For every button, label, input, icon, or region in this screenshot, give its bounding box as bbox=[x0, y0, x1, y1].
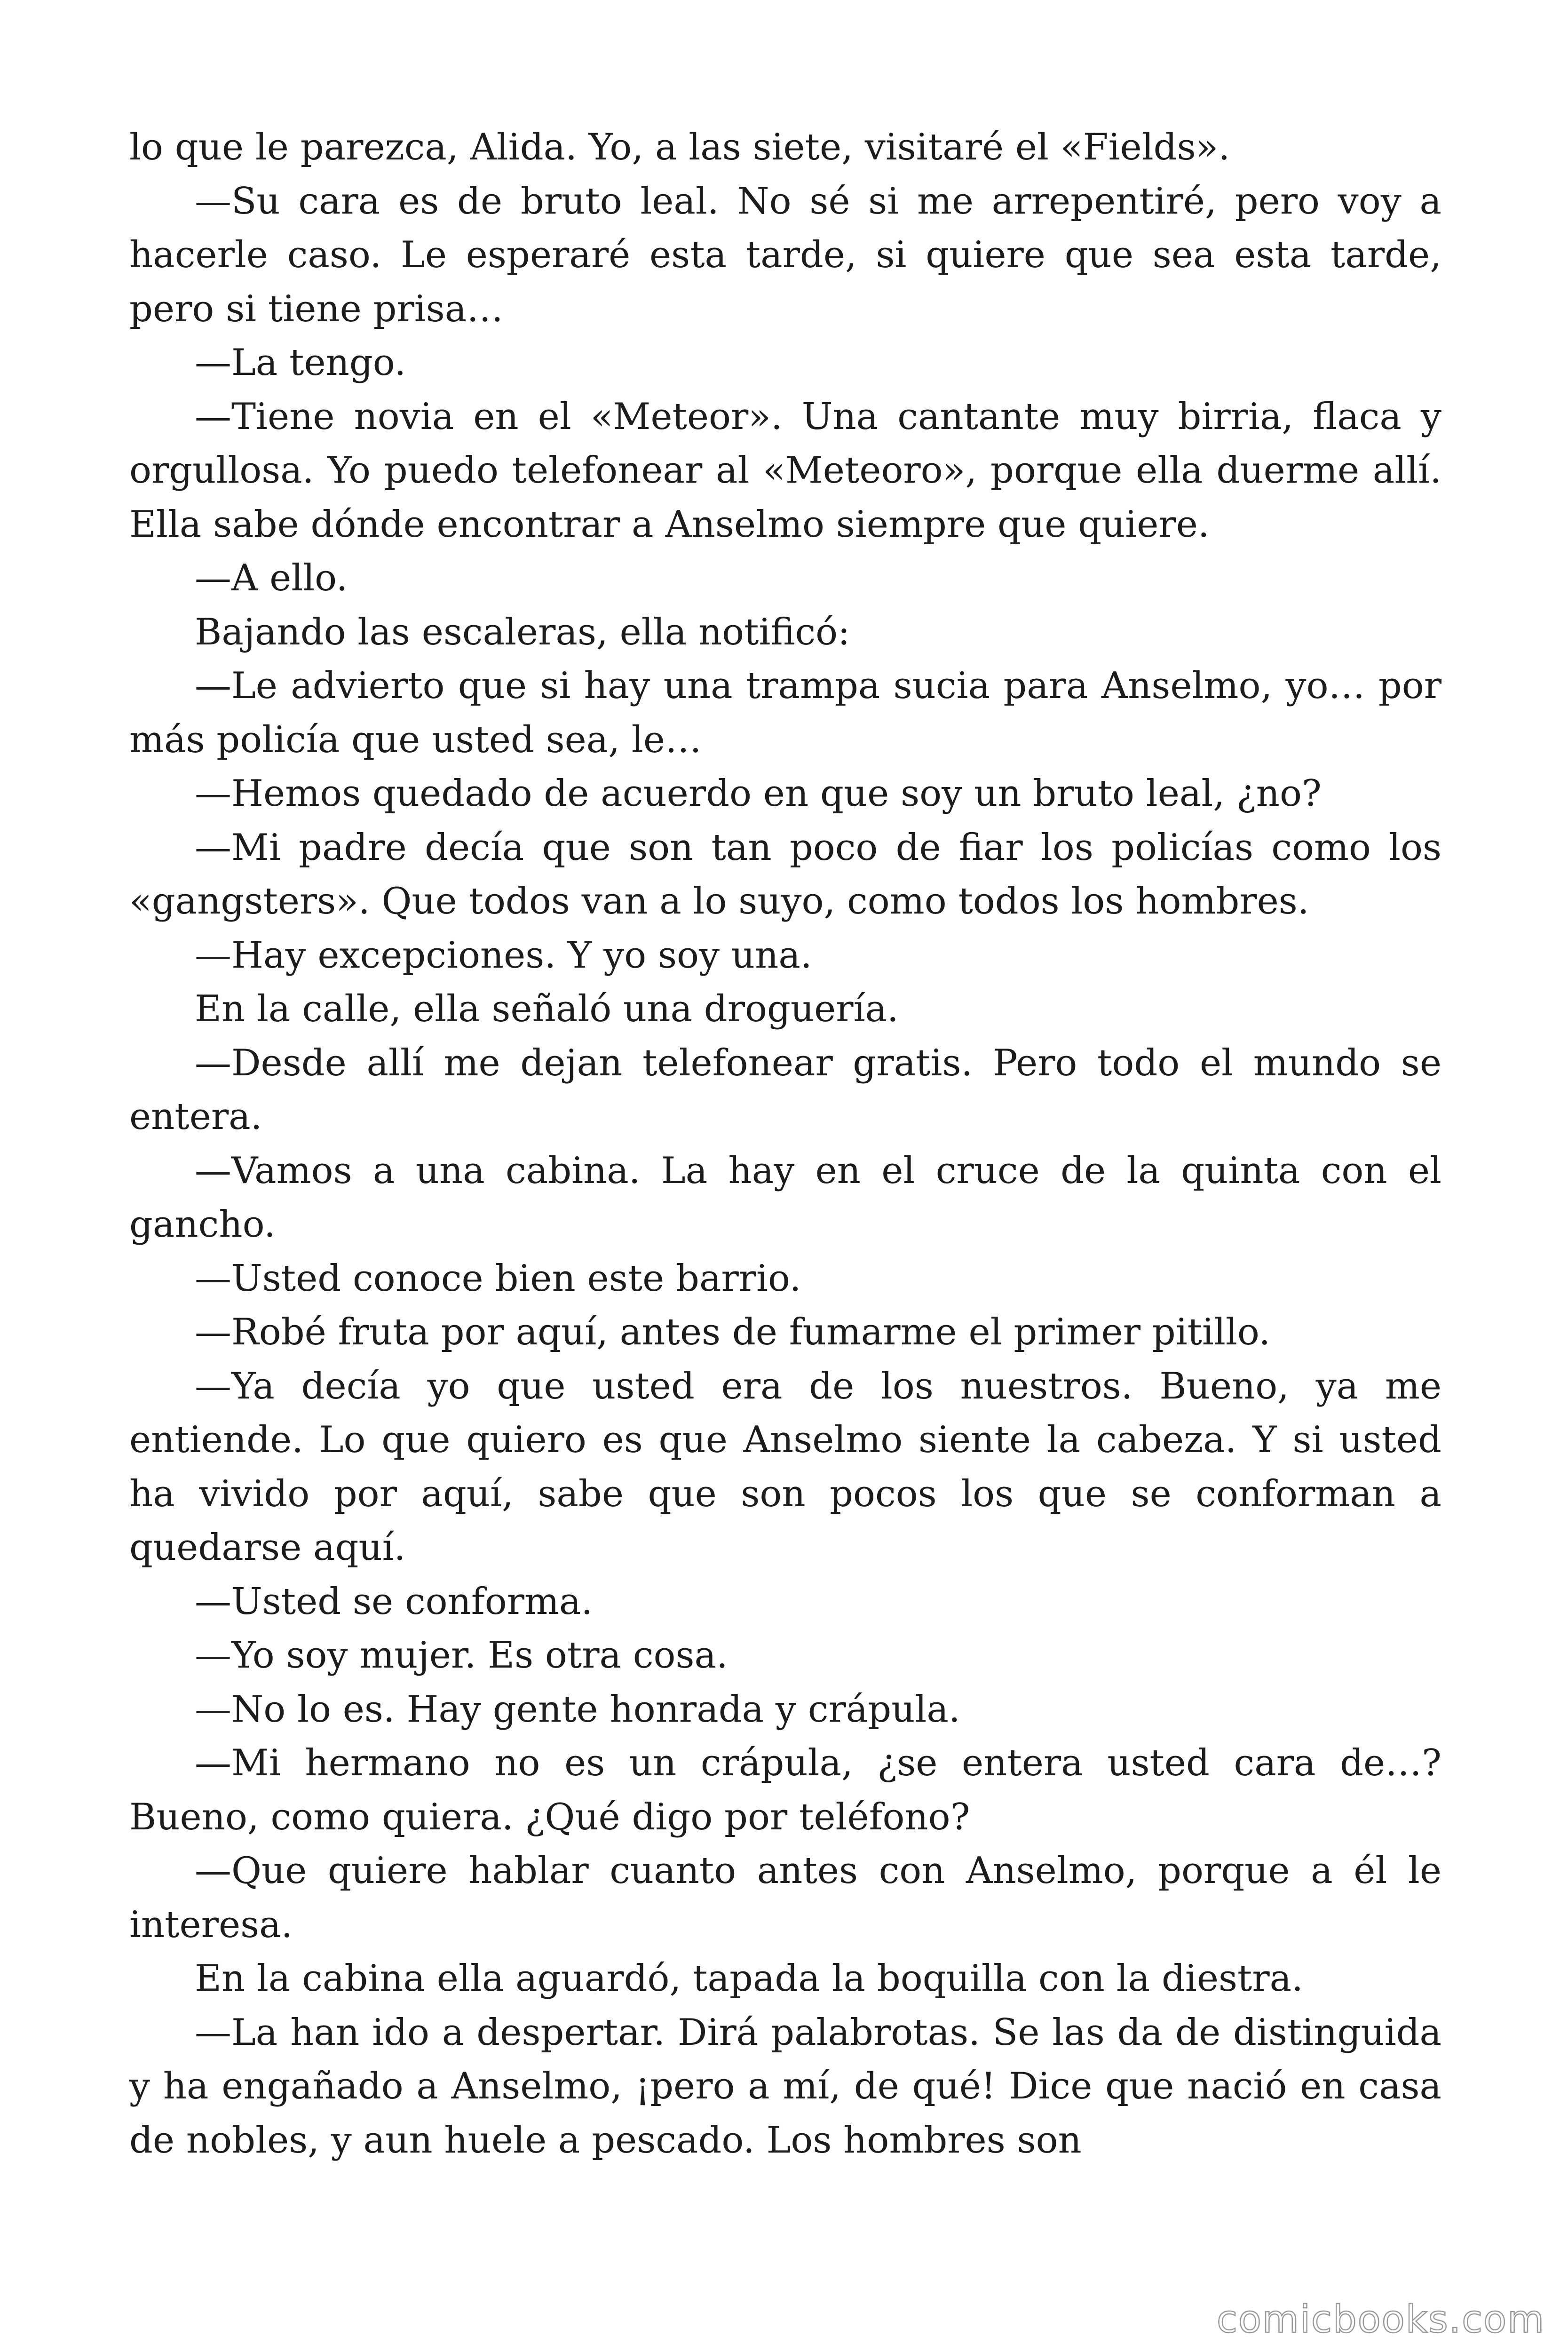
paragraph: —Ya decía yo que usted era de los nuestros. Bueno, ya me entiende. Lo que quiero es que Anselmo siente la cabeza. Y si usted ha vivido por aquí, sabe que son pocos los que se conforman a quedarse aquí. bbox=[129, 1365, 1441, 1569]
paragraph: En la cabina ella aguardó, tapada la boquilla con la diestra. bbox=[195, 1957, 1303, 2000]
paragraph: —No lo es. Hay gente honrada y crápula. bbox=[195, 1688, 960, 1731]
paragraph: —Mi hermano no es un crápula, ¿se entera usted cara de…? Bueno, como quiera. ¿Qué digo por teléfono? bbox=[129, 1742, 1441, 1838]
paragraph: —Yo soy mujer. Es otra cosa. bbox=[195, 1634, 728, 1677]
text-column bbox=[129, 120, 1441, 2167]
paragraph: —Le advierto que si hay una trampa sucia para Anselmo, yo… por más policía que usted sea, le… bbox=[129, 665, 1441, 761]
paragraph: —Su cara es de bruto leal. No sé si me arrepentiré, pero voy a hacerle caso. Le esperaré esta tarde, si quiere que sea esta tarde, pero si tiene prisa… bbox=[129, 180, 1441, 330]
paragraph: —A ello. bbox=[195, 557, 348, 599]
paragraph: —Vamos a una cabina. La hay en el cruce de la quinta con el gancho. bbox=[129, 1149, 1441, 1246]
paragraph-continuation: lo que le parezca, Alida. Yo, a las siete, visitaré el «Fields». bbox=[129, 126, 1230, 168]
paragraph: —Usted se conforma. bbox=[195, 1580, 593, 1623]
paragraph: —La tengo. bbox=[195, 342, 406, 384]
paragraph: —Hemos quedado de acuerdo en que soy un bruto leal, ¿no? bbox=[195, 772, 1322, 815]
paragraph: —Hay excepciones. Y yo soy una. bbox=[195, 934, 812, 977]
paragraph: —La han ido a despertar. Dirá palabrotas. Se las da de distinguida y ha engañado a Anselmo, ¡pero a mí, de qué! Dice que nació en casa de nobles, y aun huele a pescado. Los hombres son bbox=[129, 2011, 1441, 2161]
paragraph: —Usted conoce bien este barrio. bbox=[195, 1257, 801, 1300]
paragraph: —Desde allí me dejan telefonear gratis. Pero todo el mundo se entera. bbox=[129, 1041, 1441, 1138]
paragraph: Bajando las escaleras, ella notificó: bbox=[195, 611, 850, 653]
paragraph: —Tiene novia en el «Meteor». Una cantante muy birria, flaca y orgullosa. Yo puedo telefonear al «Meteoro», porque ella duerme allí. Ella sabe dónde encontrar a Anselmo siempre que quiere. bbox=[129, 395, 1441, 546]
paragraph: —Mi padre decía que son tan poco de fiar los policías como los «gangsters». Que todos van a lo suyo, como todos los hombres. bbox=[129, 826, 1441, 922]
paragraph: —Robé fruta por aquí, antes de fumarme el primer pitillo. bbox=[195, 1311, 1271, 1353]
watermark: comicbooks.com bbox=[1216, 2297, 1545, 2341]
paragraph: En la calle, ella señaló una droguería. bbox=[195, 988, 899, 1030]
paragraph: —Que quiere hablar cuanto antes con Anselmo, porque a él le interesa. bbox=[129, 1850, 1441, 1946]
